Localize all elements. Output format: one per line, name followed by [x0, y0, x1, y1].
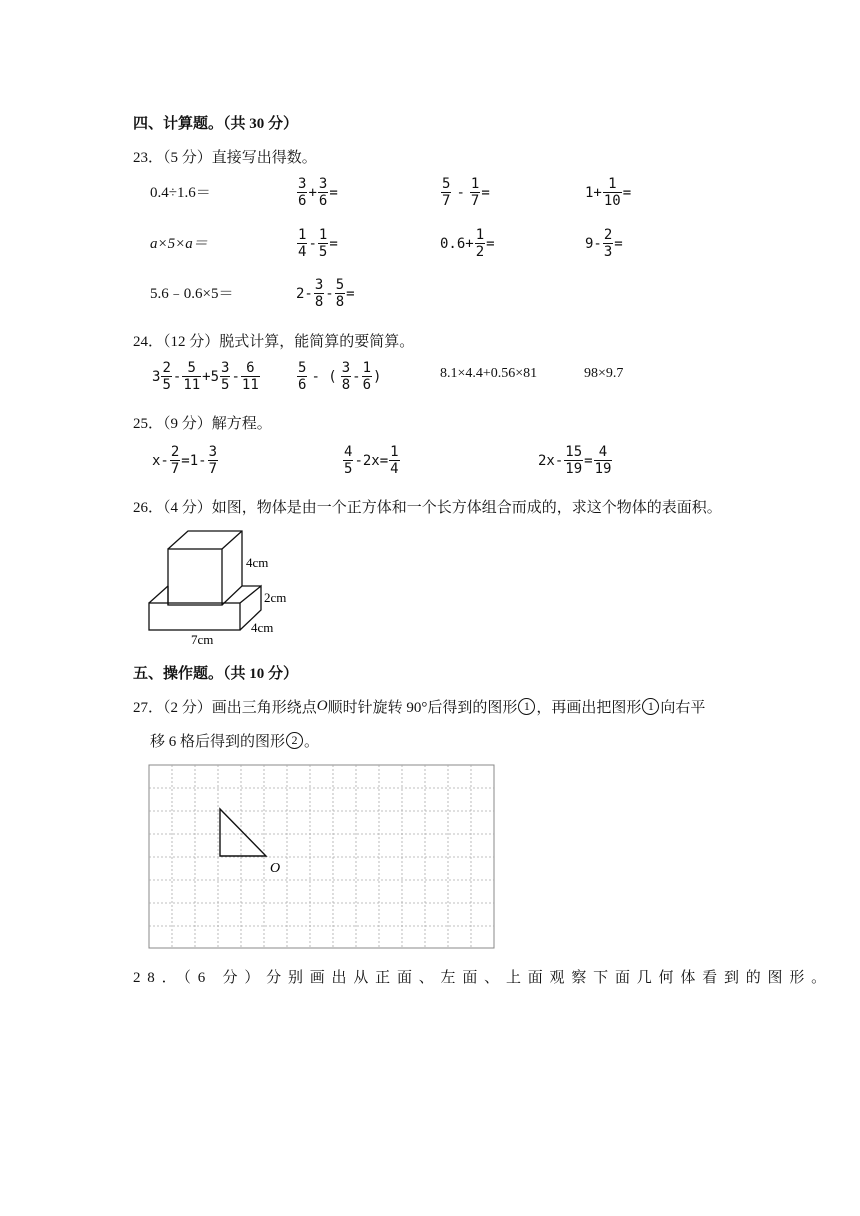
q23-item-6: $\frac{1}{4}$ - $\frac{1}{5}$ = — [298, 227, 338, 260]
q25-heading: 25．（9 分）解方程。 — [133, 416, 272, 432]
q26-heading: 26．（4 分）如图，物体是由一个正方体和一个长方体组合而成的，求这个物体的表面积。 — [133, 500, 722, 516]
label-cuboid-depth: 4cm — [251, 620, 274, 635]
triangle-shape — [220, 809, 266, 856]
q23-heading: 23．（5 分）直接写出得数。 — [133, 150, 317, 166]
circled-number-1: 1 — [518, 698, 535, 715]
label-cuboid-length: 7cm — [191, 632, 214, 647]
q23-item-7: 0.6+ $\frac{1}{2}$ = — [440, 227, 495, 260]
section-4-title: 四、计算题。（共 30 分） — [133, 116, 299, 132]
grid-figure — [148, 764, 496, 950]
q28-heading: 28．（6 分）分别画出从正面、左面、上面观察下面几何体看到的图形。 — [133, 970, 833, 986]
q23-item-2: $\frac{3}{6}$ + $\frac{3}{6}$ = — [298, 176, 338, 209]
q24-expr-3: 8.1×4.4+0.56×81 — [440, 366, 538, 381]
label-cuboid-height: 2cm — [264, 590, 287, 605]
q24-expr-4: 98×9.7 — [584, 366, 624, 381]
point-o-label: O — [270, 861, 281, 876]
q25-equation-3: 2x- $\frac{15}{19}$ = $\frac{4}{19}$ — [538, 444, 612, 477]
q23-item-4: 1+ $\frac{1}{10}$ = — [585, 176, 632, 209]
q25-equation-2: $\frac{4}{5}$ -2x= $\frac{1}{4}$ — [344, 444, 399, 477]
q23-item-10: 2- $\frac{3}{8}$ - $\frac{5}{8}$ = — [296, 277, 355, 310]
q23-item-8: 9- $\frac{2}{3}$ = — [585, 227, 623, 260]
q23-item-3: $\frac{5}{7}$ - $\frac{1}{7}$ = — [442, 176, 490, 209]
q24-expr-1: 3 $\frac{2}{5}$ - $\frac{5}{11}$ +5 $\frac{3}{5}$ - $\frac{6}{11}$ — [152, 360, 259, 393]
q24-heading: 24．（12 分）脱式计算，能简算的要简算。 — [133, 334, 415, 350]
q23-item-1: 0.4÷1.6＝ — [150, 185, 211, 201]
q27-heading-line2: 移 6 格后得到的图形 2 。 — [150, 733, 320, 750]
q23-item-9: 5.6﹣0.6×5＝ — [150, 286, 234, 302]
q23-item-5: a×5×a＝ — [150, 236, 208, 252]
q27-heading: 27．（2 分）画出三角形绕点 O 顺时针旋转 90°后得到的图形 1 ，再画出把图形 1 向右平 — [133, 698, 706, 716]
q25-equation-1: x- $\frac{2}{7}$ =1- $\frac{3}{7}$ — [152, 444, 218, 477]
q24-expr-2: $\frac{5}{6}$ - ( $\frac{3}{8}$ - $\frac{1}{6}$ ) — [298, 360, 382, 393]
circled-number-2: 2 — [286, 732, 303, 749]
section-5-title: 五、操作题。（共 10 分） — [133, 666, 299, 682]
label-cube-edge: 4cm — [246, 555, 269, 570]
solid-figure — [140, 526, 300, 648]
circled-number-1: 1 — [642, 698, 659, 715]
